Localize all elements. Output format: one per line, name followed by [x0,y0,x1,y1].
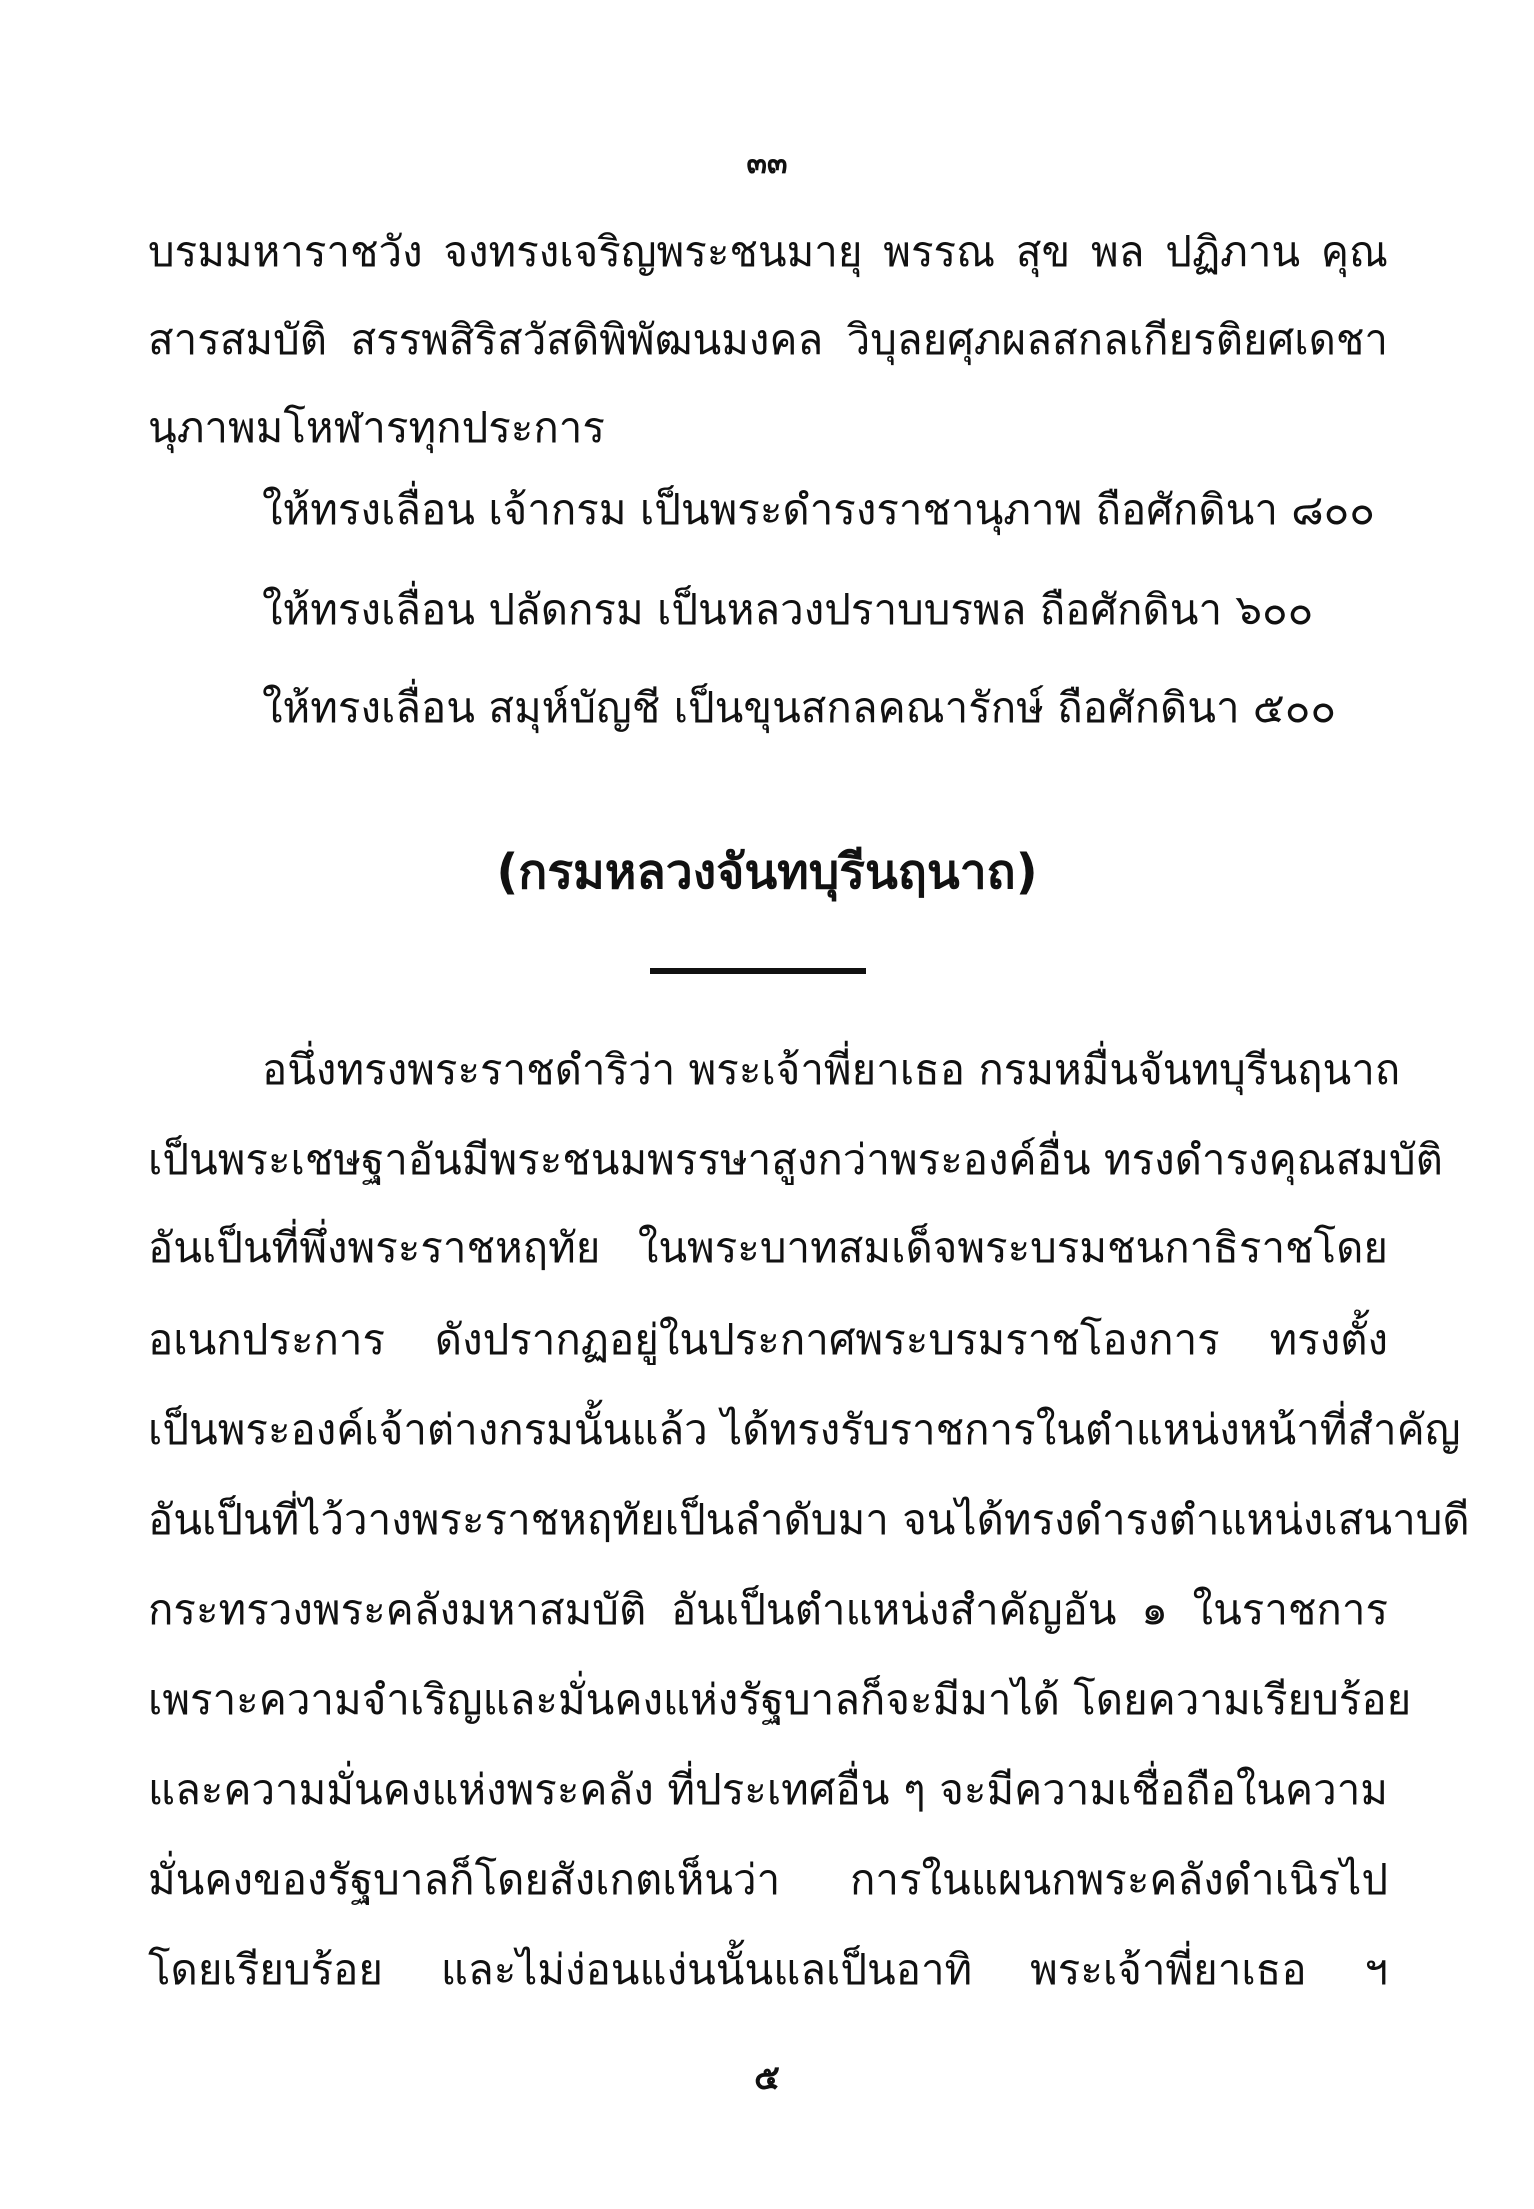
title-line-3: ให้ทรงเลื่อน สมุห์บัญชี เป็นขุนสกลคณารักษ์ ถือศักดินา ๕๐๐ [262,683,1336,732]
para1-line-1: บรมมหาราชวัง จงทรงเจริญพระชนมายุ พรรณ สุข พล ปฏิภาน คุณ [148,227,1388,276]
para2-line-2: เป็นพระเชษฐาอันมีพระชนมพรรษาสูงกว่าพระองค์อื่น ทรงดำรงคุณสมบัติ [148,1135,1443,1184]
heading-rule [650,968,866,974]
para1-line-3: นุภาพมโหฬารทุกประการ [148,403,605,452]
para2-line-1: อนึ่งทรงพระราชดำริว่า พระเจ้าพี่ยาเธอ กรมหมื่นจันทบุรีนฤนาถ [262,1045,1401,1094]
section-heading: (กรมหลวงจันทบุรีนฤนาถ) [496,844,1038,900]
title-line-2: ให้ทรงเลื่อน ปลัดกรม เป็นหลวงปราบบรพล ถือศักดินา ๖๐๐ [262,585,1314,634]
title-line-1: ให้ทรงเลื่อน เจ้ากรม เป็นพระดำรงราชานุภาพ ถือศักดินา ๘๐๐ [262,485,1375,534]
para2-line-6: อันเป็นที่ไว้วางพระราชหฤทัยเป็นลำดับมา จนได้ทรงดำรงตำแหน่งเสนาบดี [148,1495,1470,1544]
para2-line-11: โดยเรียบร้อย และไม่ง่อนแง่นนั้นแลเป็นอาทิ พระเจ้าพี่ยาเธอ ฯ [148,1945,1388,1994]
para2-line-8: เพราะความจำเริญและมั่นคงแห่งรัฐบาลก็จะมีมาได้ โดยความเรียบร้อย [148,1675,1412,1724]
para2-line-9: และความมั่นคงแห่งพระคลัง ที่ประเทศอื่น ๆ จะมีความเชื่อถือในความ [148,1765,1388,1814]
page-number-top: ๓๓ [746,146,788,181]
page-number-bottom: ๕ [754,2058,780,2098]
para2-line-10: มั่นคงของรัฐบาลก็โดยสังเกตเห็นว่า การในแผนกพระคลังดำเนิรไป [148,1855,1388,1904]
para2-line-4: อเนกประการ ดังปรากฏอยู่ในประกาศพระบรมราชโองการ ทรงตั้ง [148,1315,1388,1364]
para2-line-7: กระทรวงพระคลังมหาสมบัติ อันเป็นตำแหน่งสำคัญอัน ๑ ในราชการ [148,1585,1388,1634]
para1-line-2: สารสมบัติ สรรพสิริสวัสดิพิพัฒนมงคล วิบุลยศุภผลสกลเกียรติยศเดชา [148,315,1388,364]
para2-line-5: เป็นพระองค์เจ้าต่างกรมนั้นแล้ว ได้ทรงรับราชการในตำแหน่งหน้าที่สำคัญ [148,1405,1461,1454]
para2-line-3: อันเป็นที่พึ่งพระราชหฤทัย ในพระบาทสมเด็จพระบรมชนกาธิราชโดย [148,1223,1388,1272]
